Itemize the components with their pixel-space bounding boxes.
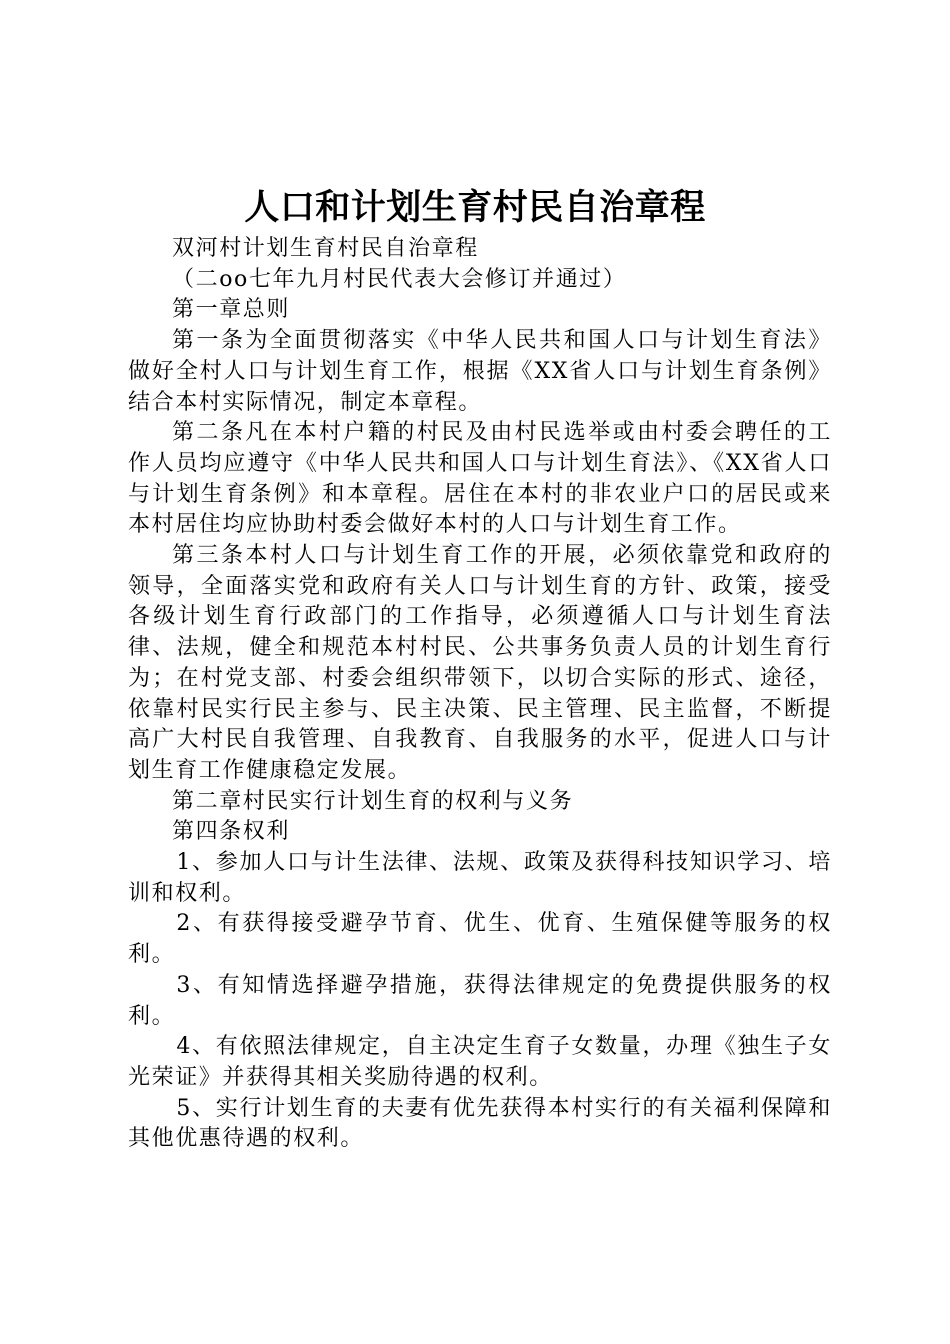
charter-name: 双河村计划生育村民自治章程: [172, 236, 479, 261]
list-item: 1、参加人口与计生法律、法规、政策及获得科技知识学习、培训和权利。: [128, 850, 832, 906]
article-paragraph: 第二条凡在本村户籍的村民及由村民选举或由村委会聘任的工作人员均应遵守《中华人民共和国人口与计划生育法》、《XX省人口与计划生育条例》和本章程。居住在本村的非农业户口的居民或来本村居住均应协助村委会做好本村的人口与计划生育工作。: [128, 420, 832, 538]
document-body: [128, 234, 832, 1155]
chapter-heading: 第二章村民实行计划生育的权利与义务: [172, 788, 574, 814]
list-item: 5、实行计划生育的夫妻有优先获得本村实行的有关福利保障和其他优惠待遇的权利。: [128, 1095, 832, 1152]
chapter-heading: 第一章总则: [172, 297, 291, 323]
list-item: 2、有获得接受避孕节育、优生、优育、生殖保健等服务的权利。: [128, 911, 832, 968]
article-heading: 第四条权利: [172, 819, 291, 845]
revision-note: （二oo七年九月村民代表大会修订并通过）: [172, 266, 627, 292]
list-item: 3、有知情选择避孕措施，获得法律规定的免费提供服务的权利。: [128, 972, 832, 1029]
list-item: 4、有依照法律规定，自主决定生育子女数量，办理《独生子女光荣证》并获得其相关奖励待遇的权利。: [128, 1034, 832, 1090]
article-paragraph: 第一条为全面贯彻落实《中华人民共和国人口与计划生育法》做好全村人口与计划生育工作，根据《XX省人口与计划生育条例》结合本村实际情况，制定本章程。: [128, 328, 832, 415]
article-paragraph: 第三条本村人口与计划生育工作的开展，必须依靠党和政府的领导，全面落实党和政府有关人口与计划生育的方针、政策，接受各级计划生育行政部门的工作指导，必须遵循人口与计划生育法律、法规，健全和规范本村村民、公共事务负责人员的计划生育行为；在村党支部、村委会组织带领下，以切合实际的形式、途径，依靠村民实行民主参与、民主决策、民主管理、民主监督，不断提高广大村民自我管理、自我教育、自我服务的水平，促进人口与计划生育工作健康稳定发展。: [128, 543, 832, 783]
document-title: 人口和计划生育村民自治章程: [244, 188, 706, 228]
